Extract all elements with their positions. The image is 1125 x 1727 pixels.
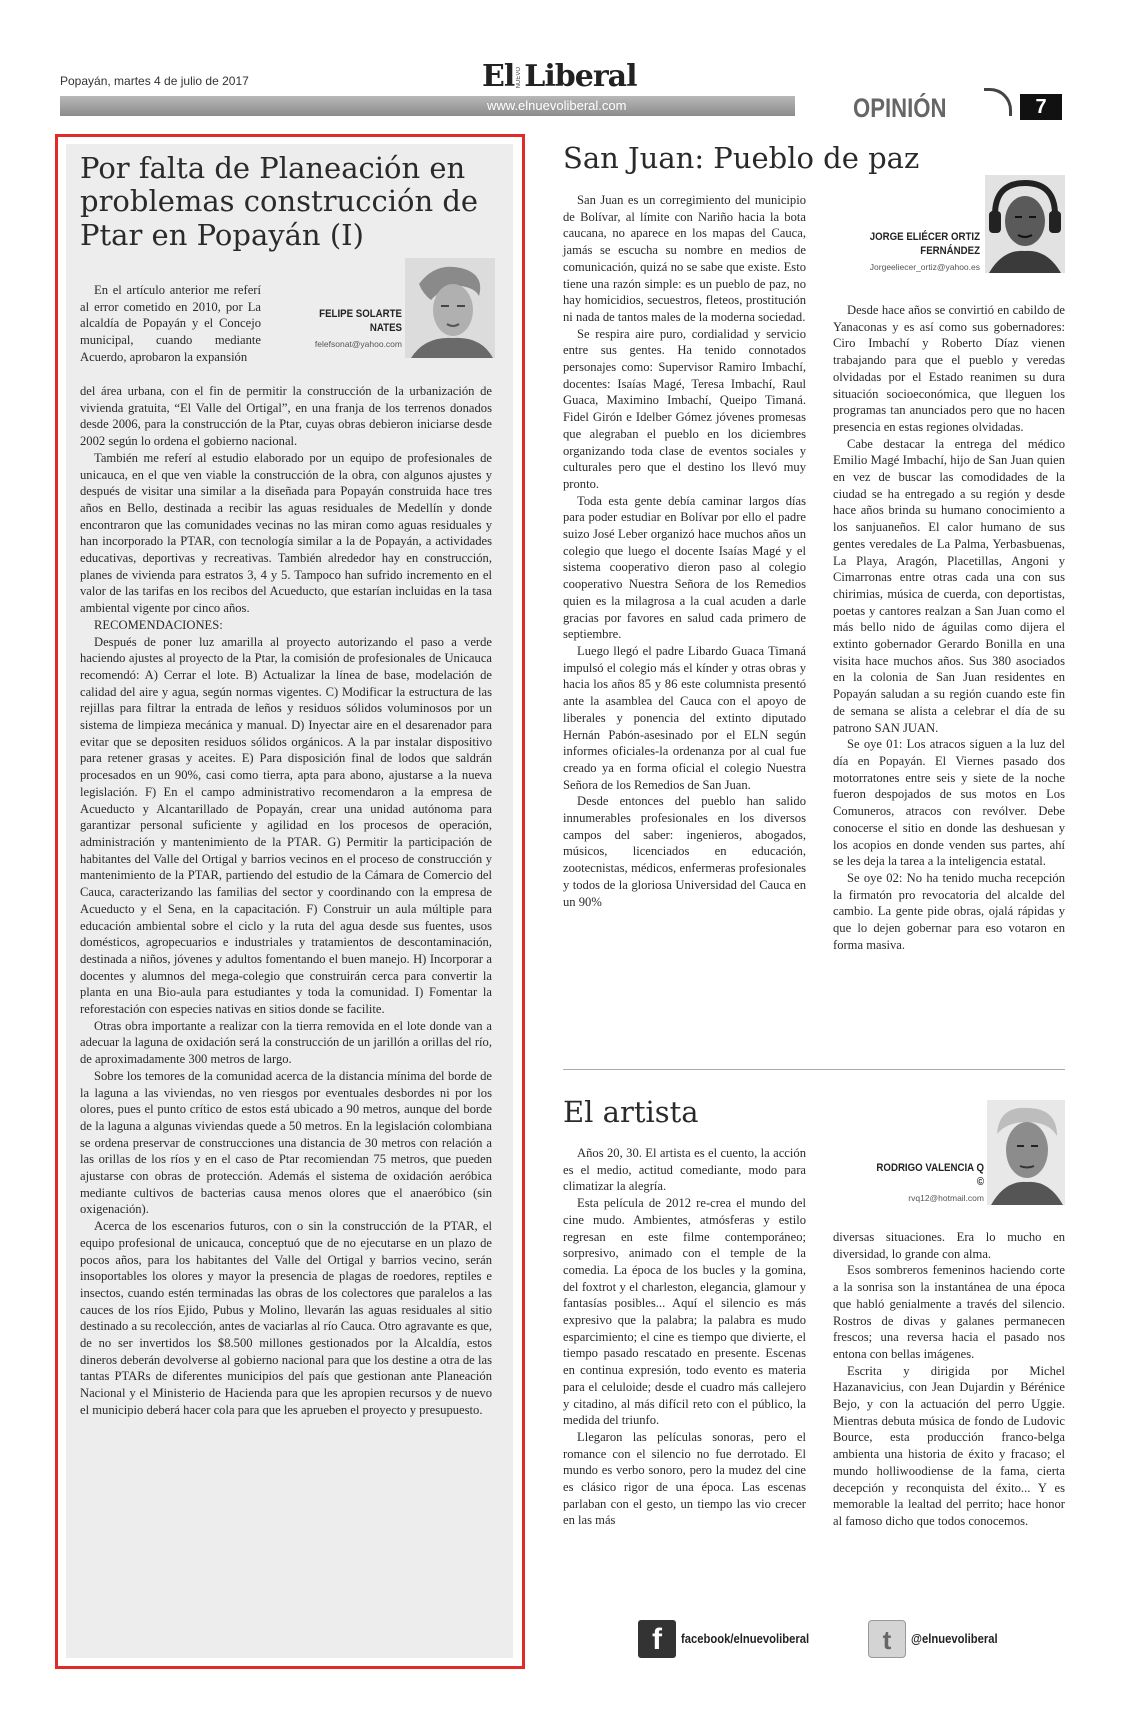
paragraph: Luego llegó el padre Libardo Guaca Timaná impulsó el colegio más el kínder y otras obras y hacia los años 85 y 86 este columnista presentó ante la asamblea del Cauca con el apoyo de liberales y ponencia del extinto diputado Hernán Pabón-asesinado por el ELN según informes oficiales-la ordenanza por al cual fue creado ya en forma oficial el colegio Nuestra Señora de los Remedios de San Juan. xyxy=(563,643,806,792)
paragraph: En el artículo anterior me referí al error cometido en 2010, por La alcaldía de Popayán y el Concejo municipal, cuando mediante Acuerdo, aprobaron la expansión xyxy=(80,283,261,364)
paragraph: RECOMENDACIONES: xyxy=(94,617,223,632)
article2-byline xyxy=(804,230,980,272)
article1-intro xyxy=(80,282,261,366)
article1-body xyxy=(80,383,492,1419)
facebook-icon: f xyxy=(638,1620,676,1658)
author-photo-felipe xyxy=(405,258,495,358)
paragraph: Escrita y dirigida por Michel Hazanavicius, con Jean Dujardin y Bérénice Bejo, y con la actuación del perro Uggie. Mientras debuta música de fondo de Ludovic Bource, esta producción franco-belga ambienta una historia de éxito y fracaso; el mundo holliwoodiense de la fama, cierta decepción y reconquista del éxito... Y es memorable la lealtad del perrito; hace honor al famoso dicho que todos conocemos. xyxy=(833,1363,1065,1528)
logo-liberal: Liberal xyxy=(524,59,637,94)
author-email: rvq12@hotmail.com xyxy=(908,1193,984,1203)
portrait-icon xyxy=(985,175,1065,273)
twitter-icon: t xyxy=(868,1620,906,1658)
article2-column-a xyxy=(563,192,806,910)
paragraph: Después de poner luz amarilla al proyecto autorizando el paso a verde haciendo ajustes al proyecto de la Ptar, la comisión de profesionales de Unicauca recomendó: A) Cerrar el lote. B) Actualizar la línea de base, modelación de calidad del aire y agua, según normas vigentes. C) Modificar la estructura de las rejillas para filtrar la entrada de leños y residuos sólidos voluminosos por un sistema de limpieza mecánica y manual. D) Inyectar aire en el desarenador para evitar que se depositen residuos sólidos orgánicos. A la par instalar dispositivo para retener grasas y aceites. E) Para disposición final de lodos que saldrán procesados en un 90%, casi como tierra, apta para abono, ajustarse a la nueva legislación. F) En el campo administrativo recomendaron a la empresa de Acueducto y Alcantarillado de Popayán, crear una unidad autónoma para garantizar personal suficiente y agilidad en los procesos de operación, administración y mantenimiento de la PTAR. G) Permitir la participación de habitantes del Valle del Ortigal y barrios vecinos en el proceso de construcción y mantenimiento de la PTAR, partiendo del estudio de la Cámara de Comercio del Cauca, caracterizando las familias del sector y coordinando con la empresa de Acueducto y el Sena, en la capacitación. F) Construir un aula múltiple para educación ambiental sobre el ciclo y la ruta del agua desde sus fuentes, usos domésticos, agropecuarios e industriales y tratamientos de descontaminación, destinada a niños, jóvenes y adultos fomentando el buen manejo. H) Incorporar a docentes y alumnos del mega-colegio que construirán cerca para convertir la planta en una Bio-aula para estudiantes y toda la comunidad. I) Fomentar la reforestación con especies nativas en sitios donde se facilite. xyxy=(80,634,492,1017)
portrait-icon xyxy=(405,258,495,358)
paragraph: Llegaron las películas sonoras, pero el romance con el silencio no fue derrotado. El mundo es verbo sonoro, pero la mudez del cine es clásico rigor de una época. Las escenas parlaban con el gesto, un tiempo las vio crecer en las más xyxy=(563,1429,806,1528)
page-number: 7 xyxy=(1020,94,1062,120)
author-photo-jorge xyxy=(985,175,1065,273)
paragraph: Desde hace años se convirtió en cabildo de Yanaconas y es así como sus gobernadores: Ciro Imbachí y Roberto Díaz vienen trabajando para que el pueblo y veredas olvidadas por el Estado reanimen su dura situación socioeconómica, que lleguen los programas tan anunciados pero que no hacen presencia en estas regiones olvidadas. xyxy=(833,303,1065,434)
paragraph: Se oye 02: No ha tenido mucha recepción la firmatón pro revocatoria del alcalde del cambio. La gente pide obras, ojalá rápidas y que lo dejen gobernar para eso votaron en forma masiva. xyxy=(833,870,1065,952)
paragraph: También me referí al estudio elaborado por un equipo de profesionales de unicauca, en el que ven viable la construcción de la obra, con algunos ajustes y después de visitar una similar a la diseñada para Popayán construida hace tres años en Bello, destinada a recibir las aguas residuales de Medellín y donde encontraron que las comunidades vecinas no las miran como aguas residuales y han incorporado la PTAR, con tecnología similar a la de Popayán, a actividades educativas, deportivas y recreativas. También alrededor hay en construcción, planes de vivienda para estratos 3, 4 y 5. Tampoco han sufrido incremento en el valor de las tarifas en los recibos del Acueducto, que estarían incluidas en la tasa ambiental vigente por cinco años. xyxy=(80,450,492,616)
article3-column-b xyxy=(833,1229,1065,1530)
paragraph: Desde entonces del pueblo han salido innumerables profesionales en los diversos campos del saber: ingenieros, abogados, músicos, licenciados en educación, zootecnistas, médicos, enfermeras profesionales y todos de la gloriosa Universidad del Cauca en un 90% xyxy=(563,794,806,909)
paragraph: Se respira aire puro, cordialidad y servicio entre sus gentes. Ha tenido connotados personajes como: Supervisor Ramiro Imbachí, docentes: Isaías Magé, Teresa Imbachí, Raul Guaca, Maximino Imbachí, Queipo Timaná. Fidel Girón e Idelber Gómez jóvenes promesas que alegraban el pueblo en los diciembres organizando toda clase de eventos sociales y culturales pero que el destino los llevó muy pronto. xyxy=(563,326,806,491)
paragraph: del área urbana, con el fin de permitir la construcción de la urbanización de vivienda gratuita, “El Valle del Ortigal”, en una franja de los terrenos donados desde 2006, para la construcción de la Ptar, cuyas obras debieron iniciarse desde 2002 según lo ordena el gobierno nacional. xyxy=(80,384,492,449)
author-email: felefsonat@yahoo.com xyxy=(314,339,402,349)
article3-title: El artista xyxy=(563,1095,699,1129)
paragraph: Años 20, 30. El artista es el cuento, la acción es el medio, actitud comediante, modo para climatizar la alegría. xyxy=(563,1146,806,1194)
website-url: www.elnuevoliberal.com xyxy=(487,98,627,113)
article2-title: San Juan: Pueblo de paz xyxy=(563,141,920,175)
facebook-label: facebook/elnuevoliberal xyxy=(681,1632,810,1646)
article3-column-a xyxy=(563,1145,806,1529)
paragraph: diversas situaciones. Era lo mucho en diversidad, lo grande con alma. xyxy=(833,1230,1065,1261)
logo-el: El xyxy=(482,59,515,94)
swoosh-icon xyxy=(984,88,1012,116)
section-title: OPINIÓN xyxy=(853,93,947,123)
author-photo-rodrigo xyxy=(987,1100,1065,1205)
paragraph: Esos sombreros femeninos haciendo corte a la sonrisa son la instantánea de una época que habló genialmente a través del silencio. Rostros de divas y galanes permanecen frescos; una reversa hacia el pasado nos entona con bellas imágenes. xyxy=(833,1263,1065,1361)
logo-nuevo: NUEVO xyxy=(516,66,523,88)
paragraph: Se oye 01: Los atracos siguen a la luz del día en Popayán. El Viernes pasado dos motorratones entre seis y siete de la noche fueron despojados de sus motos en Los Comuneros, atracos con revólver. Debe conocerse el sitio en donde las deshuesan y los acopios en donde venden sus partes, ahí se les deja la tarea a la inteligencia estatal. xyxy=(833,737,1065,869)
header-bar xyxy=(60,96,795,116)
paragraph: Acerca de los escenarios futuros, con o sin la construcción de la PTAR, el equipo profesional de unicauca, conceptuó que de no ejecutarse en un plazo de pocos años, para los habitantes del Valle del Ortigal y barrios vecino, serán insoportables los olores y mayor la presencia de plagas de roedores, reptiles e insectos, cuando estén terminadas las obras de los colectores que paralelos a las cauces de los ríos Ejido, Pubus y Molino, llevarán las aguas residuales al sitio destinado a su recolección, antes de vaciarlas al río Cauca. Otro agravante es que, de no ser invertidos los $8.500 millones gestionados por la Alcaldía, estos dineros deberán devolverse al gobierno nacional para que los destine a otra de las tantas PTARs de diferentes municipios del país que gestionan ante Planeación Nacional y el Ministerio de Hacienda para que les apropien recursos y de nuevo el municipio deberá hacer cola para que les aprueben el proyecto y presupuesto. xyxy=(80,1219,492,1417)
paragraph: Cabe destacar la entrega del médico Emilio Magé Imbachí, hijo de San Juan quien en vez de buscar las comodidades de la ciudad se ha entregado a su región y desde hace años brinda su humano conocimiento a los sanjuaneños. El calor humano de sus gentes veredales de La Palma, Yerbasbuenas, La Playa, Aragón, Placetillas, Angoni y Cimarronas entre otras cada una con sus chirimias, música de cuerda, con deportistas, poetas y cantores realzan a San Juan como el más bello nido de águilas como dijera el extinto gobernador Gerardo Bonilla en una visita hace muchos años. Sus 380 asociados en la colonia de San Juan residentes en Popayán saludan a su región cuando este fin de semana se alista a celebrar el día de su patrono SAN JUAN. xyxy=(833,436,1065,735)
author-email: Jorgeeliecer_ortiz@yahoo.es xyxy=(869,262,980,272)
paragraph: Otras obra importante a realizar con la tierra removida en el lote donde van a adecuar la laguna de oxidación será la construcción de un jarillón a orillas del río, de aproximadamente 300 metros de largo. xyxy=(80,1018,492,1067)
issue-date: Popayán, martes 4 de julio de 2017 xyxy=(60,74,249,88)
article1-byline xyxy=(270,307,402,349)
portrait-icon xyxy=(987,1100,1065,1205)
author-name: FELIPE SOLARTE NATES xyxy=(319,308,402,334)
section-divider xyxy=(563,1069,1065,1070)
author-name: RODRIGO VALENCIA Q © xyxy=(876,1162,984,1188)
paragraph: San Juan es un corregimiento del municipio de Bolívar, al límite con Nariño hacia la bota caucana, no aparece en los mapas del Cauca, jamás se escucha su nombre en medios de comunicación, quizá no se sabe que existe. Esto tiene una razón simple: es un pueblo de paz, no hay homicidios, secuestros, fleteos, prostitución ni nada de tantos males de la moderna sociedad. xyxy=(563,193,806,324)
article2-column-b xyxy=(833,302,1065,953)
newspaper-logo xyxy=(482,58,642,92)
article1-title: Por falta de Planeación en problemas construcción de Ptar en Popayán (I) xyxy=(80,151,479,252)
paragraph: Esta película de 2012 re-crea el mundo del cine mudo. Ambientes, atmósferas y estilo regresan en este filme contemporáneo; sorpresivo, animado con el temple de la comedia. La época de los bucles y la gomina, del foxtrot y el charleston, elegancia, glamour y fantasías posibles... Aquí el silencio es más expresivo que la palabra; la palabra es mudo esparcimiento; el cine es tiempo que divierte, el tiempo pasado rescatado en presente. Escenas en continua expresión, todo evento es materia para el celuloide; desde el cuadro más callejero y citadino, al más difícil reto con el público, la medida del triunfo. xyxy=(563,1196,806,1428)
paragraph: Toda esta gente debía caminar largos días para poder estudiar en Bolívar por ello el padre suizo José Leber organizó hace muchos años un colegio que luego el docente Isaías Magé y el sistema cooperativo dieron paso al colegio cooperativo Nuestra Señora de los Remedios quien es la milagrosa a la cual acuden a darle gracias por favores en salud cada primero de septiembre. xyxy=(563,493,806,642)
author-name: JORGE ELIÉCER ORTIZ FERNÁNDEZ xyxy=(869,231,980,257)
article3-byline xyxy=(858,1161,984,1203)
facebook-link[interactable] xyxy=(638,1620,823,1658)
paragraph: Sobre los temores de la comunidad acerca de la distancia mínima del borde de la laguna a las viviendas, no ven riesgos por eventuales desbordes ni por los olores, pues el punto crítico de estos está ubicado a 90 metros, aunque del borde de la laguna a algunas viviendas quede a 50 metros. En la legislación colombiana se ordena preservar de construcciones una distancia de 30 metros con relación a las orillas de los ríos y en el caso de Ptar recomiendan 75 metros, que pueden ajustarse con obras de protección. Además el sistema de oxidación aeróbica mediante cultivos de bacterias causa menos olores que el anaeróbico (sin oxigenación). xyxy=(80,1068,492,1217)
twitter-label: @elnuevoliberal xyxy=(911,1632,998,1646)
twitter-link[interactable] xyxy=(868,1620,1007,1658)
